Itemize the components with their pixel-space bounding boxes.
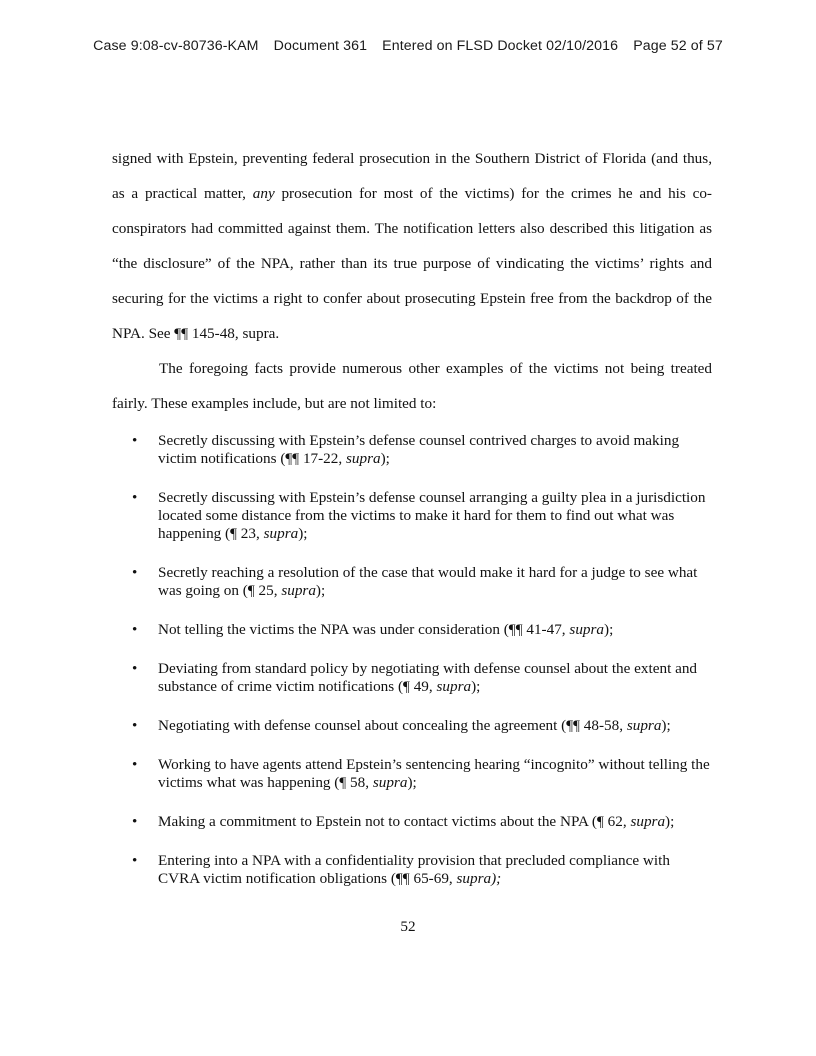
document-body xyxy=(112,141,712,421)
list-item-end: ); xyxy=(298,525,308,542)
list-item xyxy=(112,813,712,831)
bullet-icon: • xyxy=(132,756,138,773)
bullet-icon: • xyxy=(132,852,138,869)
page-indicator: Page 52 of 57 xyxy=(633,38,723,54)
list-item-text: Secretly reaching a resolution of the case that would make it hard for a judge to see what was going on (¶ 25, xyxy=(158,564,698,599)
paragraph-text: The foregoing facts provide numerous other examples of the victims not being treated fairly. These examples include, but are not limited to: xyxy=(112,360,712,412)
citation: supra xyxy=(569,621,605,638)
citation: supra xyxy=(436,678,472,695)
document-number: Document 361 xyxy=(273,38,368,54)
paragraph xyxy=(112,351,712,421)
list-item xyxy=(112,489,712,543)
list-item-end: ); xyxy=(315,582,326,599)
list-item-text: Secretly discussing with Epstein’s defense counsel contrived charges to avoid making victim notifications (¶¶ 17-22, xyxy=(158,432,680,467)
case-number: Case 9:08-cv-80736-KAM xyxy=(93,38,259,54)
paragraph-text: signed with Epstein, preventing federal prosecution in the Southern District of Florida (and thus, as a practical matter, xyxy=(112,150,712,202)
list-item-end: ); xyxy=(407,774,417,791)
list-item-end: ); xyxy=(661,717,671,734)
list-item-text: Secretly discussing with Epstein’s defense counsel arranging a guilty plea in a jurisdiction located some distance from the victims to make it hard for them to find out what was happening (¶ 23, xyxy=(158,489,706,542)
list-item-end: ); xyxy=(380,450,390,467)
list-item xyxy=(112,432,712,468)
paragraph-text: prosecution for most of the victims) for the crimes he and his co-conspirators had committed against them. The notification letters also described this litigation as “the disclosure” of the NPA, rather than its true purpose of vindicating the victims’ rights and securing for the victims a right to confer about prosecuting Epstein free from the backdrop of the NPA. See ¶¶ 145-48, supra. xyxy=(112,185,712,342)
bullet-icon: • xyxy=(132,489,138,506)
list-item xyxy=(112,852,712,888)
citation: supra xyxy=(630,813,666,830)
list-item-end: ); xyxy=(471,678,481,695)
bullet-icon: • xyxy=(132,564,138,581)
list-item-end: ); xyxy=(665,813,675,830)
list-item-text: Not telling the victims the NPA was under consideration (¶¶ 41-47, xyxy=(158,621,570,638)
list-item-end: ); xyxy=(604,621,614,638)
list-item-text: Making a commitment to Epstein not to contact victims about the NPA (¶ 62, xyxy=(158,813,631,830)
list-item xyxy=(112,756,712,792)
page-number: 52 xyxy=(400,918,416,935)
bullet-icon: • xyxy=(132,660,138,677)
list-item xyxy=(112,717,712,735)
list-item xyxy=(112,660,712,696)
bullet-icon: • xyxy=(132,717,138,734)
docket-entry: Entered on FLSD Docket 02/10/2016 xyxy=(382,38,619,54)
bullet-icon: • xyxy=(132,432,138,449)
list-item xyxy=(112,621,712,639)
list-item-text: Deviating from standard policy by negotiating with defense counsel about the extent and substance of crime victim notifications (¶ 49, xyxy=(158,660,698,695)
citation: supra xyxy=(345,450,381,467)
citation: supra xyxy=(263,525,299,542)
citation: supra xyxy=(281,582,316,599)
list-item xyxy=(112,564,712,600)
examples-list xyxy=(112,432,712,909)
emphasis-text: any xyxy=(252,185,275,202)
list-item-text: Entering into a NPA with a confidentiality provision that precluded compliance with CVRA victim notification obligations (¶¶ 65-69, xyxy=(158,852,670,887)
paragraph-continued xyxy=(112,141,712,351)
citation: supra xyxy=(372,774,408,791)
citation: supra xyxy=(626,717,662,734)
bullet-icon: • xyxy=(132,813,138,830)
court-filing-header xyxy=(0,38,816,54)
bullet-icon: • xyxy=(132,621,138,638)
list-item-text: Working to have agents attend Epstein’s sentencing hearing “incognito” without telling the victims what was happening (¶ 58, xyxy=(158,756,710,791)
citation: supra); xyxy=(456,870,502,887)
list-item-text: Negotiating with defense counsel about concealing the agreement (¶¶ 48-58, xyxy=(158,717,627,734)
